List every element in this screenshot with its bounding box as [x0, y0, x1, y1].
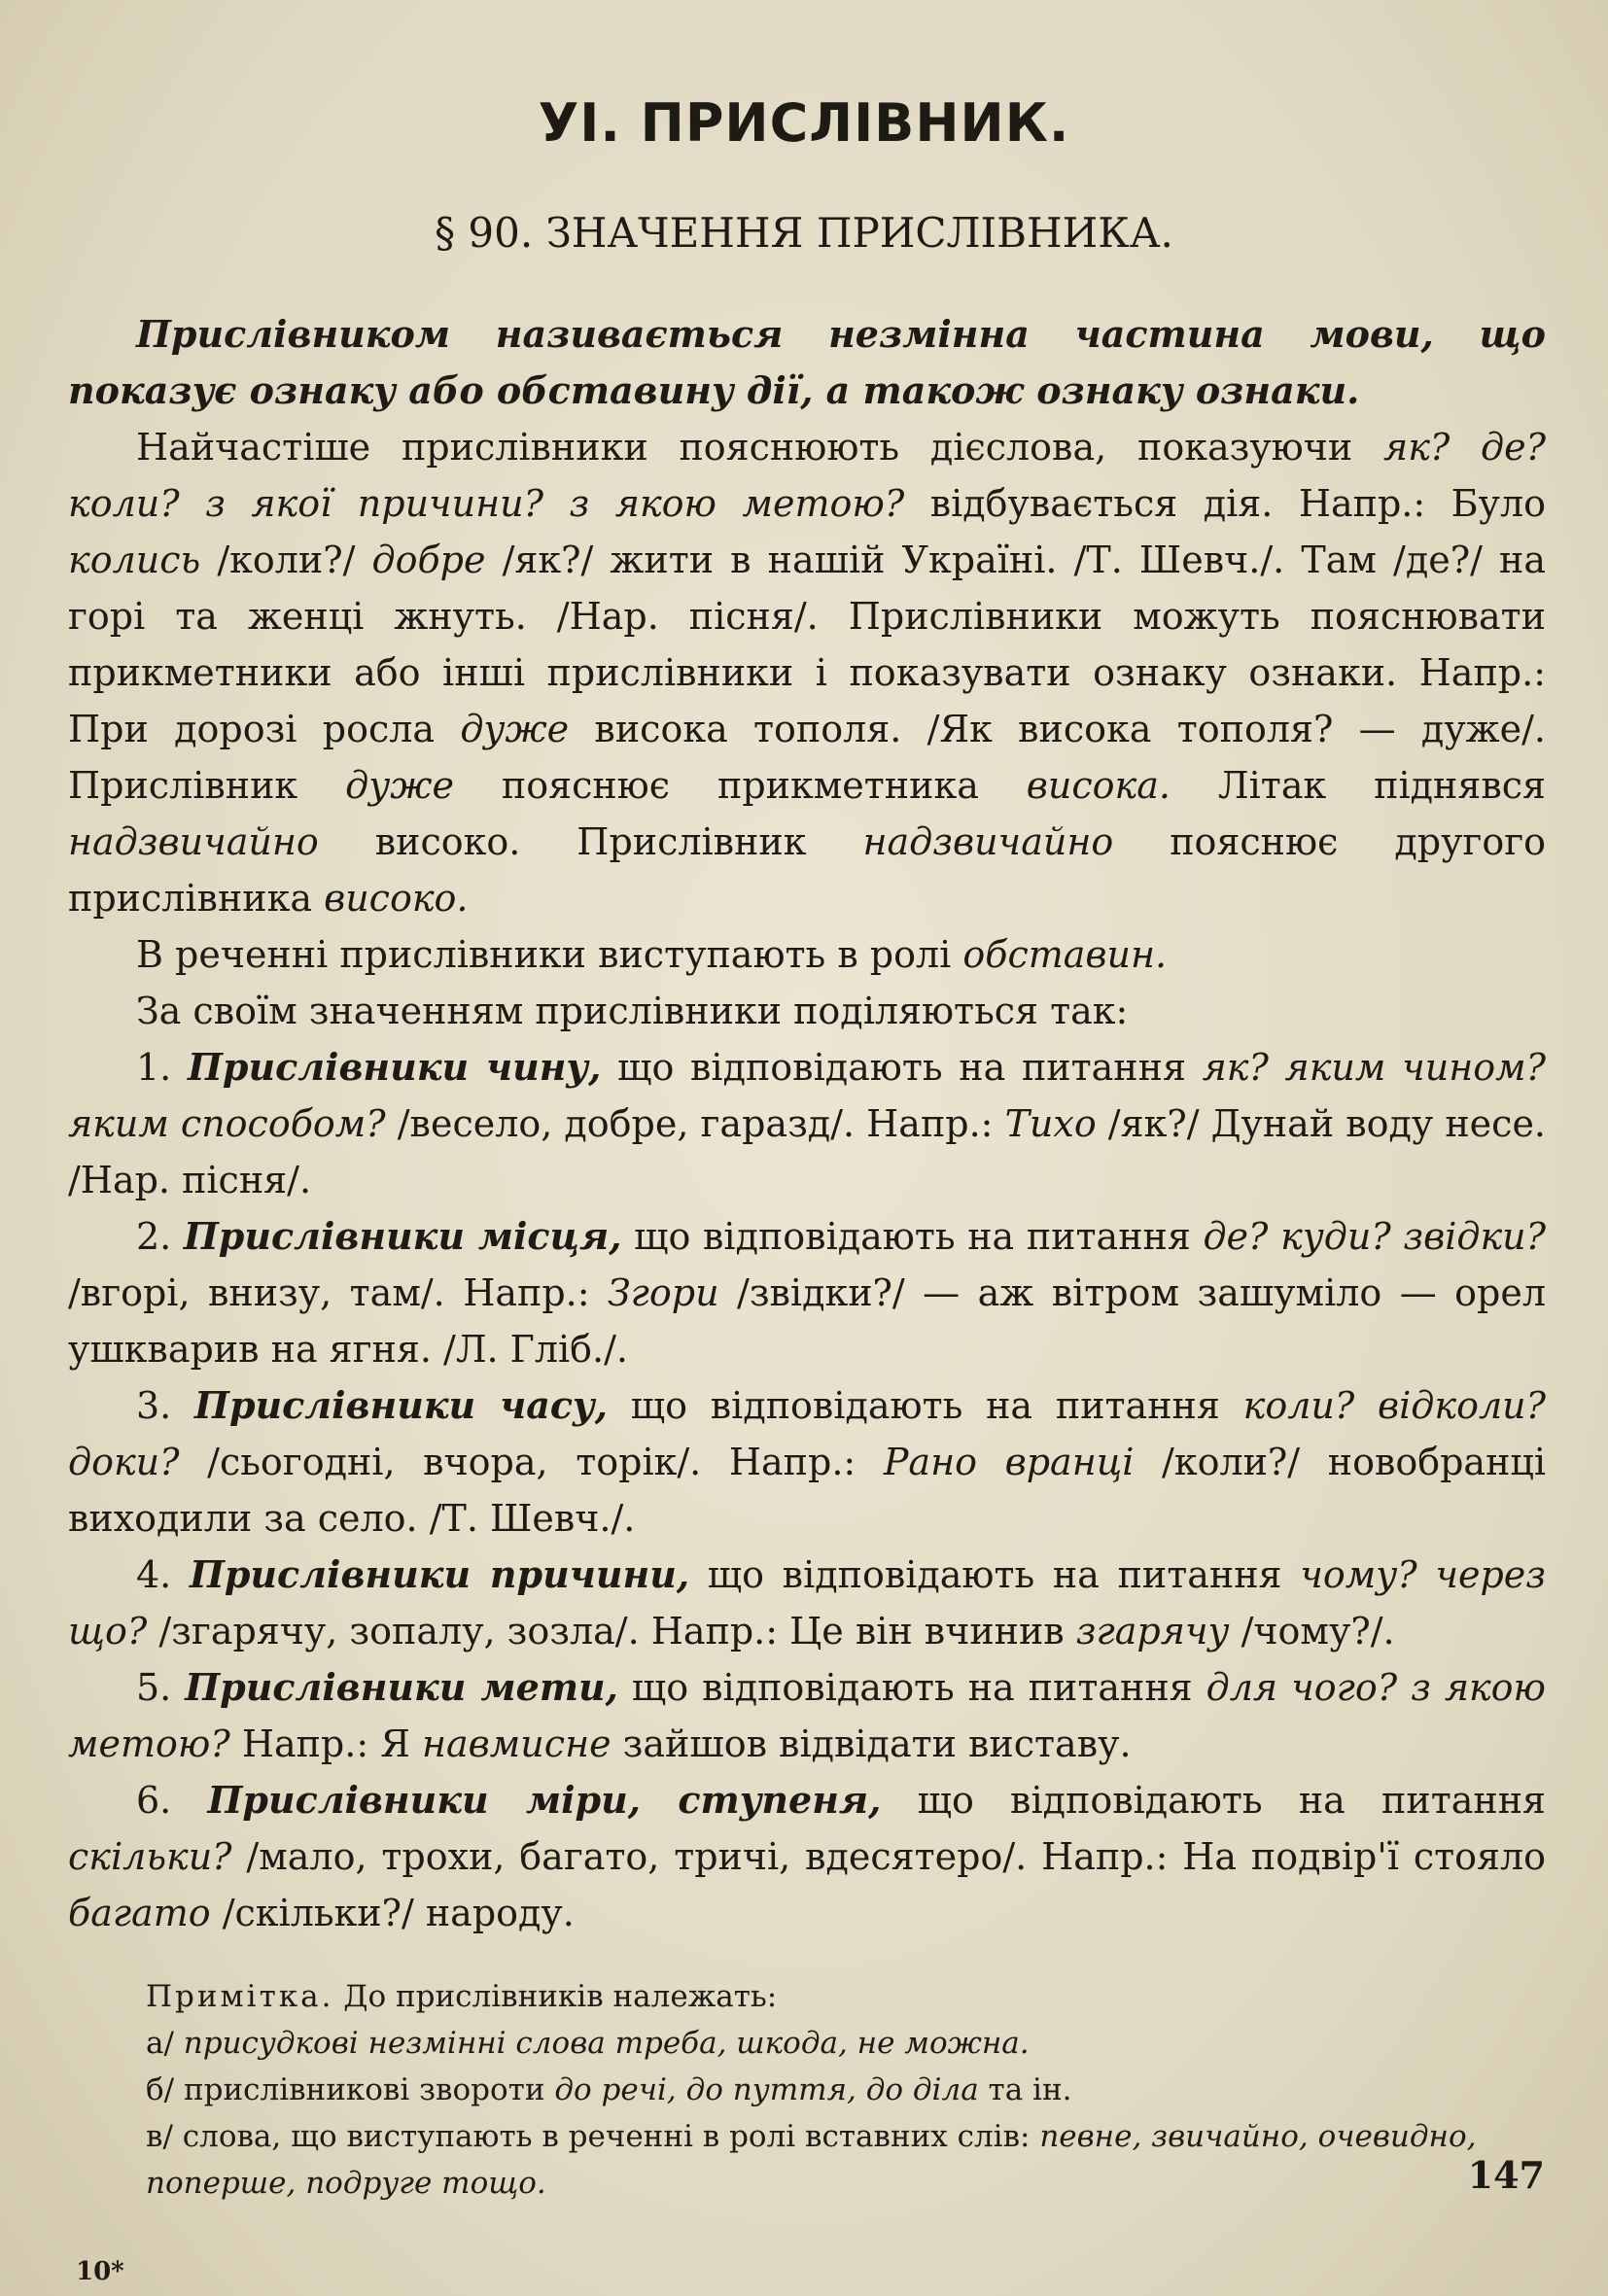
note-text: слова, що виступають в реченні в ролі вставних слів: — [182, 2119, 1040, 2154]
list-item-measure — [68, 1772, 1546, 1941]
note-block — [146, 1973, 1546, 2207]
note-text: та ін. — [978, 2072, 1072, 2107]
text-span: що відповідають на питання — [881, 1779, 1546, 1822]
text-span: /чому?/. — [1229, 1610, 1395, 1652]
example-word: дуже — [345, 764, 454, 807]
item-term: Прислівники місця, — [183, 1214, 622, 1258]
text-span: /коли?/ новобранці виходили за село. /Т. Шевч./. — [68, 1441, 1546, 1540]
item-term: Прислівники часу, — [194, 1383, 608, 1427]
example-word: надзвичайно — [862, 820, 1114, 863]
definition: Прислівником називається незмінна частина мови, що показує ознаку або обставину дії, а також ознаку ознаки. — [68, 312, 1546, 412]
item-questions: скільки? — [68, 1835, 232, 1878]
example-word: висока. — [1026, 764, 1171, 807]
signature-mark: 10* — [76, 2257, 124, 2286]
section-title: § 90. ЗНАЧЕННЯ ПРИСЛІВНИКА. — [435, 209, 1173, 257]
example-word: Згори — [608, 1271, 719, 1314]
text-span: пояснює другого прислівника — [68, 820, 1547, 920]
text-span: що відповідають на питання — [621, 1215, 1204, 1258]
text-span: відбувається дія. Напр.: Було — [904, 482, 1546, 525]
note-text: прислівникові звороти — [183, 2072, 555, 2107]
item-number: 4. — [136, 1553, 190, 1596]
text-span: /скільки?/ народу. — [210, 1892, 575, 1934]
note-marker: а/ — [146, 2026, 184, 2061]
example-word: добре — [371, 539, 486, 581]
text-span: що відповідають на питання — [601, 1046, 1203, 1089]
list-item-place — [68, 1208, 1546, 1377]
example-word: обставин. — [962, 933, 1168, 976]
paragraph-classification: За своїм значенням прислівники поділяються так: — [136, 990, 1129, 1032]
text-span: що відповідають на питання — [617, 1666, 1206, 1709]
item-term: Прислівники причини, — [189, 1552, 690, 1596]
text-span: /коли?/ — [200, 539, 372, 581]
text-span: /сьогодні, вчора, торік/. Напр.: — [179, 1441, 884, 1483]
item-number: 6. — [136, 1779, 208, 1822]
note-examples: до речі, до пуття, до діла — [554, 2072, 979, 2107]
italic-span: як? де? коли? з якої причини? з якою метою? — [68, 426, 1547, 525]
list-item-time — [68, 1377, 1546, 1547]
item-term: Прислівники міри, ступеня, — [207, 1778, 882, 1822]
text-span: /як?/ жити в нашій Україні. /Т. Шевч./. Там /де?/ на горі та женці жнуть. /Нар. пісня/. Прислівники можуть пояснювати прикметники або інші прислівники і показувати ознаку ознаки. Напр.: При дорозі росла — [68, 539, 1546, 750]
example-word: дуже — [460, 708, 570, 750]
text-span: пояснює прикметника — [453, 764, 1027, 807]
example-word: згарячу — [1075, 1610, 1230, 1652]
item-questions: де? куди? звідки? — [1203, 1215, 1546, 1258]
item-term: Прислівники мети, — [185, 1665, 618, 1709]
text-span: що відповідають на питання — [689, 1553, 1301, 1596]
text-span: високо. Прислівник — [318, 820, 863, 863]
note-intro: До прислівників належать: — [333, 1979, 778, 2014]
example-word: колись — [68, 539, 201, 581]
page-number: 147 — [1467, 2153, 1545, 2197]
item-questions: для чого? з якою метою? — [68, 1666, 1546, 1765]
example-word: навмисне — [422, 1722, 612, 1765]
text-span: /звідки?/ — аж вітром зашуміло — орел ушкварив на ягня. /Л. Гліб./. — [68, 1271, 1546, 1371]
example-word: надзвичайно — [68, 820, 319, 863]
text-span: Літак піднявся — [1170, 764, 1546, 807]
item-number: 3. — [136, 1384, 195, 1427]
paragraph-role — [68, 926, 1546, 983]
text-span: Найчастіше прислівники пояснюють дієслова, показуючи — [136, 426, 1384, 469]
example-word: Тихо — [1004, 1102, 1097, 1145]
main-text — [68, 306, 1546, 1941]
item-questions: чому? через що? — [68, 1553, 1547, 1652]
example-word: високо. — [324, 877, 469, 920]
text-span: висока тополя. /Як висока тополя? — дуже/. Прислівник — [68, 708, 1546, 807]
text-span: зайшов відвідати виставу. — [611, 1722, 1132, 1765]
note-item-a — [146, 2020, 1546, 2067]
list-item-cause — [68, 1547, 1546, 1659]
text-span: /весело, добре, гаразд/. Напр.: — [385, 1102, 1005, 1145]
item-questions: коли? відколи? доки? — [68, 1384, 1546, 1483]
note-heading — [146, 1973, 1546, 2020]
item-term: Прислівники чину, — [187, 1045, 602, 1089]
list-item-purpose — [68, 1659, 1546, 1772]
chapter-title: УІ. ПРИСЛІВНИК. — [538, 92, 1070, 154]
text-span: що відповідають на питання — [608, 1384, 1243, 1427]
text-span: /вгорі, внизу, там/. Напр.: — [68, 1271, 608, 1314]
note-text: присудкові незмінні слова — [183, 2026, 615, 2061]
list-item-manner — [68, 1039, 1546, 1208]
text-span: Напр.: Я — [229, 1722, 422, 1765]
text-span: /мало, трохи, багато, тричі, вдесятеро/. Напр.: На подвір'ї стояло — [231, 1835, 1546, 1878]
note-marker: б/ — [146, 2072, 184, 2107]
note-item-c — [146, 2113, 1546, 2207]
note-examples: треба, шкода, не можна. — [614, 2026, 1030, 2061]
item-number: 5. — [136, 1666, 186, 1709]
example-word: багато — [68, 1892, 211, 1934]
note-examples: певне, звичайно, очевидно, поперше, подруге тощо. — [146, 2119, 1477, 2201]
note-marker: в/ — [146, 2119, 183, 2154]
paragraph-explanation — [68, 419, 1546, 926]
item-questions: як? яким чином? яким способом? — [68, 1046, 1546, 1145]
text-span: В реченні прислівники виступають в ролі — [136, 933, 963, 976]
text-span: /як?/ Дунай воду несе. /Нар. пісня/. — [68, 1102, 1547, 1201]
item-number: 2. — [136, 1215, 184, 1258]
item-number: 1. — [136, 1046, 188, 1089]
note-label: Примітка. — [146, 1979, 334, 2014]
note-item-b — [146, 2067, 1546, 2113]
example-word: Рано вранці — [883, 1441, 1135, 1483]
text-span: /згарячу, зопалу, зозла/. Напр.: Це він вчинив — [147, 1610, 1076, 1652]
